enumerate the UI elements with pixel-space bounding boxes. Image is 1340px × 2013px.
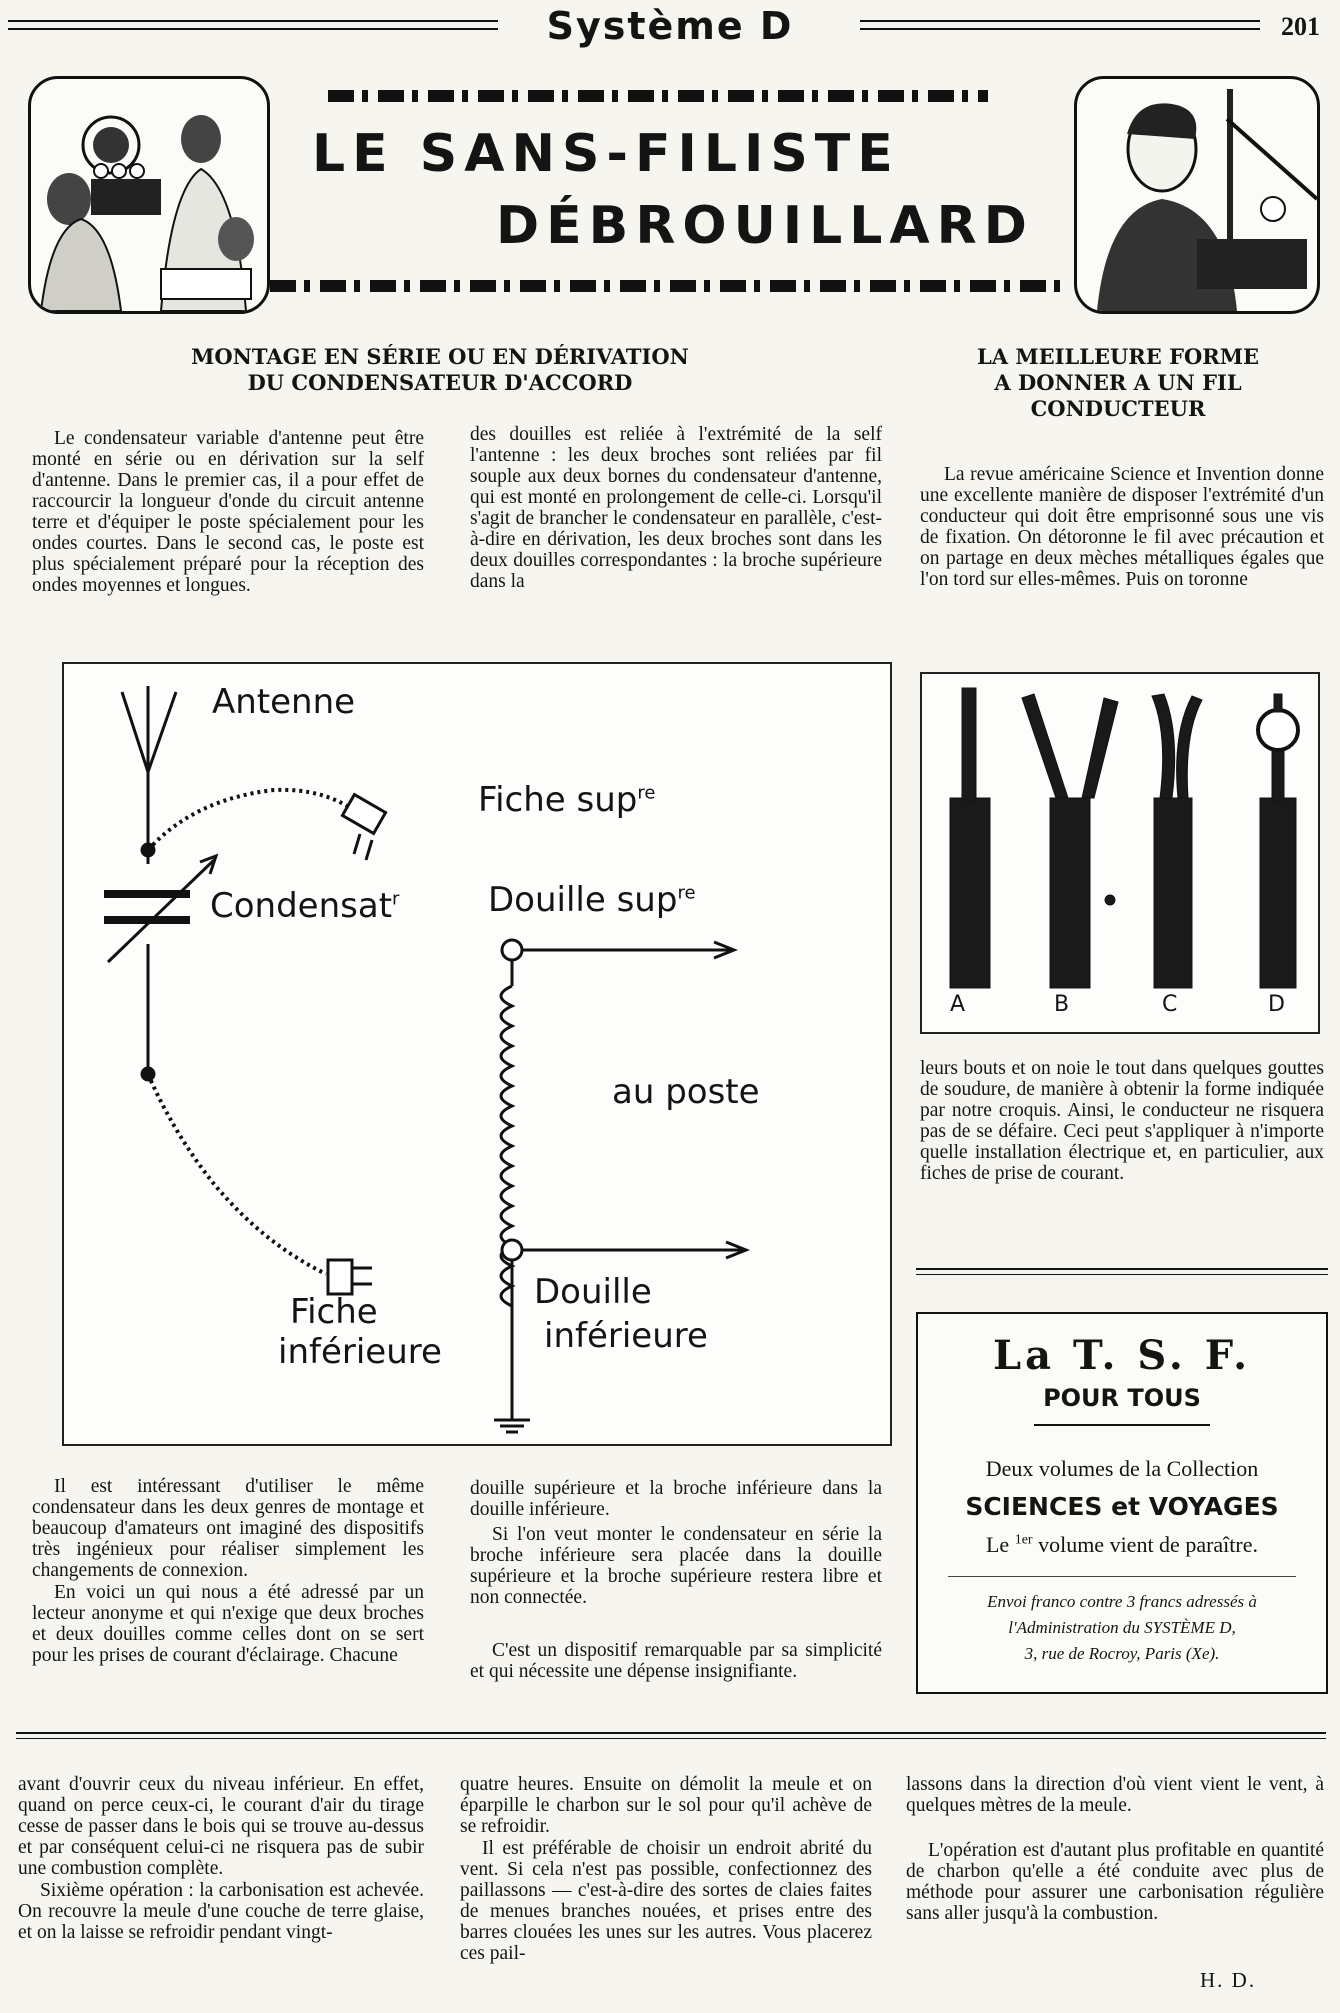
article2-heading-line2: A DONNER A UN FIL [994, 370, 1242, 395]
journal-title: Système D [546, 4, 794, 48]
bottom-signature: H. D. [1200, 1968, 1257, 1992]
label-fiche: Fiche [290, 1292, 378, 1332]
header-rule-left [8, 20, 498, 30]
article1-col1-text: Le condensateur variable d'antenne peut être monté en série ou en dérivation sur la self d'antenne. Dans le premier cas, il a pour effet de raccourcir la longueur d'onde du circuit antenne terre et d'équiper le poste spécialement pour les ondes courtes. Dans le second cas, le poste est plus spécialement préparé pour la réception des ondes moyennes et longues. [32, 428, 424, 596]
ad-title: La T. S. F. [992, 1332, 1252, 1379]
bottom-col2-p2: Il est préférable de choisir un endroit abrité du vent. Si cela n'est pas possible, confectionnez des paillassons — c'est-à-dire des sortes de claies faites de menues branches nouées, et prises entre des barres clouées les unes sur les autres. Vous placerez ces pail- [460, 1838, 872, 1964]
fig-label-d: D [1268, 992, 1285, 1017]
banner-dash-top [328, 90, 988, 102]
banner-dash-bottom [270, 280, 1066, 292]
article2-heading-line1: LA MEILLEURE FORME [977, 344, 1259, 369]
article2-text-p2: leurs bouts et on noie le tout dans quelques gouttes de soudure, de manière à obtenir la forme indiquée par notre croquis. Ainsi, le conducteur ne risquera pas de se défaire. Ceci peut s'appliquer à n'importe quelle installation électrique et, en particulier, aux fiches de prise de courant. [920, 1058, 1324, 1184]
ad-rule [1034, 1424, 1210, 1426]
article1-col2-text: des douilles est reliée à l'extrémité de la self l'antenne : les deux broches sont reliées par fil souple aux deux bornes du condensateur d'antenne, qui est monté en prolongement de celle-ci. Lorsqu'il s'agit de brancher le condensateur en parallèle, c'est-à-dire en dérivation, les deux broches sont dans les deux douilles correspondantes : la broche supérieure dans la [470, 424, 882, 592]
page-number: 201 [1281, 12, 1320, 41]
header-rule-right [860, 20, 1260, 30]
article1-col2-after-p3: C'est un dispositif remarquable par sa simplicité et qui nécessite une dépense insignifiante. [470, 1640, 882, 1682]
fig-label-b: B [1054, 992, 1070, 1017]
bottom-col2-p1: quatre heures. Ensuite on démolit la meule et on éparpille le charbon sur le sol pour qu'il achève de se refroidir. [460, 1774, 872, 1837]
article1-col1-after-p2: En voici un qui nous a été adressé par un lecteur anonyme et qui n'exige que deux broches et deux douilles comme celles dont on se sert pour les prises de courant d'éclairage. Chacune [32, 1582, 424, 1666]
ad-line1: Deux volumes de la Collection [985, 1456, 1259, 1481]
bottom-col1-p2: Sixième opération : la carbonisation est achevée. On recouvre la meule d'une couche de terre glaise, et on la laisse se refroidir pendant vingt- [18, 1880, 424, 1943]
ad-top-rule [916, 1268, 1328, 1275]
label-antenne: Antenne [212, 682, 356, 722]
ad-box [916, 1312, 1328, 1694]
article1-col1-after: Il est intéressant d'utiliser le même condensateur dans les deux genres de montage et beaucoup d'amateurs ont imaginé des dispositifs très ingénieux pour réaliser simplement les changements de connexion. [32, 1476, 424, 1581]
fig-label-c: C [1162, 992, 1178, 1017]
bottom-col1-p1: avant d'ouvrir ceux du niveau inférieur. En effet, quand on perce ceux-ci, le courant d'air du tirage cesse de passer dans le bois qui se trouve au-dessus et par conséquent celui-ci ne risquera pas de subir une combustion complète. [18, 1774, 424, 1879]
ad-note2: l'Administration du SYSTÈME D, [1008, 1618, 1236, 1637]
wire-figure [920, 672, 1320, 1034]
bottom-section-rule [16, 1732, 1326, 1739]
bottom-col3-p2: L'opération est d'autant plus profitable en quantité de charbon qu'elle a été conduite avec plus de méthode pour assurer une carbonisation régulière sans aller jusqu'à la combustion. [906, 1840, 1324, 1924]
banner-title-line2: DÉBROUILLARD [496, 196, 1034, 256]
ad-note1: Envoi franco contre 3 francs adressés à [987, 1592, 1257, 1611]
banner-illustration-left [28, 76, 270, 314]
ad-subtitle: POUR TOUS [1043, 1384, 1201, 1412]
label-condensateur: Condensat$^r$ [210, 886, 400, 926]
banner-title-line1: LE SANS-FILISTE [312, 124, 900, 184]
label-douille-sup: Douille sup$^{re}$ [488, 880, 696, 920]
label-fiche-sup: Fiche sup$^{re}$ [478, 780, 656, 820]
ad-note3: 3, rue de Rocroy, Paris (Xe). [1024, 1644, 1220, 1663]
article2-heading-line3: CONDUCTEUR [1030, 396, 1206, 421]
article1-heading-line1: MONTAGE EN SÉRIE OU EN DÉRIVATION [191, 344, 689, 369]
label-inferieure-left: inférieure [278, 1332, 442, 1372]
circuit-diagram [62, 662, 892, 1446]
ad-line3: Le $^{1er}$ volume vient de paraître. [985, 1532, 1258, 1557]
ad-rule-2 [948, 1576, 1296, 1577]
label-inferieure-right: inférieure [544, 1316, 708, 1356]
label-au-poste: au poste [612, 1072, 760, 1112]
bottom-col3-p1: lassons dans la direction d'où vient vient le vent, à quelques mètres de la meule. [906, 1774, 1324, 1816]
banner-illustration-right [1074, 76, 1320, 314]
article2-text-p1: La revue américaine Science et Invention donne une excellente manière de disposer l'extrémité d'un conducteur qui doit être emprisonné sous une vis de fixation. On détoronne le fil avec précaution et on partage en deux mèches métalliques égales que l'on tord sur elles-mêmes. Puis on toronne [920, 464, 1324, 590]
article1-heading-line2: DU CONDENSATEUR D'ACCORD [247, 370, 633, 395]
article1-col2-after-p1: douille supérieure et la broche inférieure dans la douille inférieure. [470, 1478, 882, 1520]
fig-label-a: A [950, 992, 966, 1017]
article1-col2-after-p2: Si l'on veut monter le condensateur en série la broche inférieure sera placée dans la douille supérieure et la broche supérieure restera libre et non connectée. [470, 1524, 882, 1608]
ad-line2: SCIENCES et VOYAGES [965, 1492, 1279, 1521]
label-douille: Douille [534, 1272, 652, 1312]
